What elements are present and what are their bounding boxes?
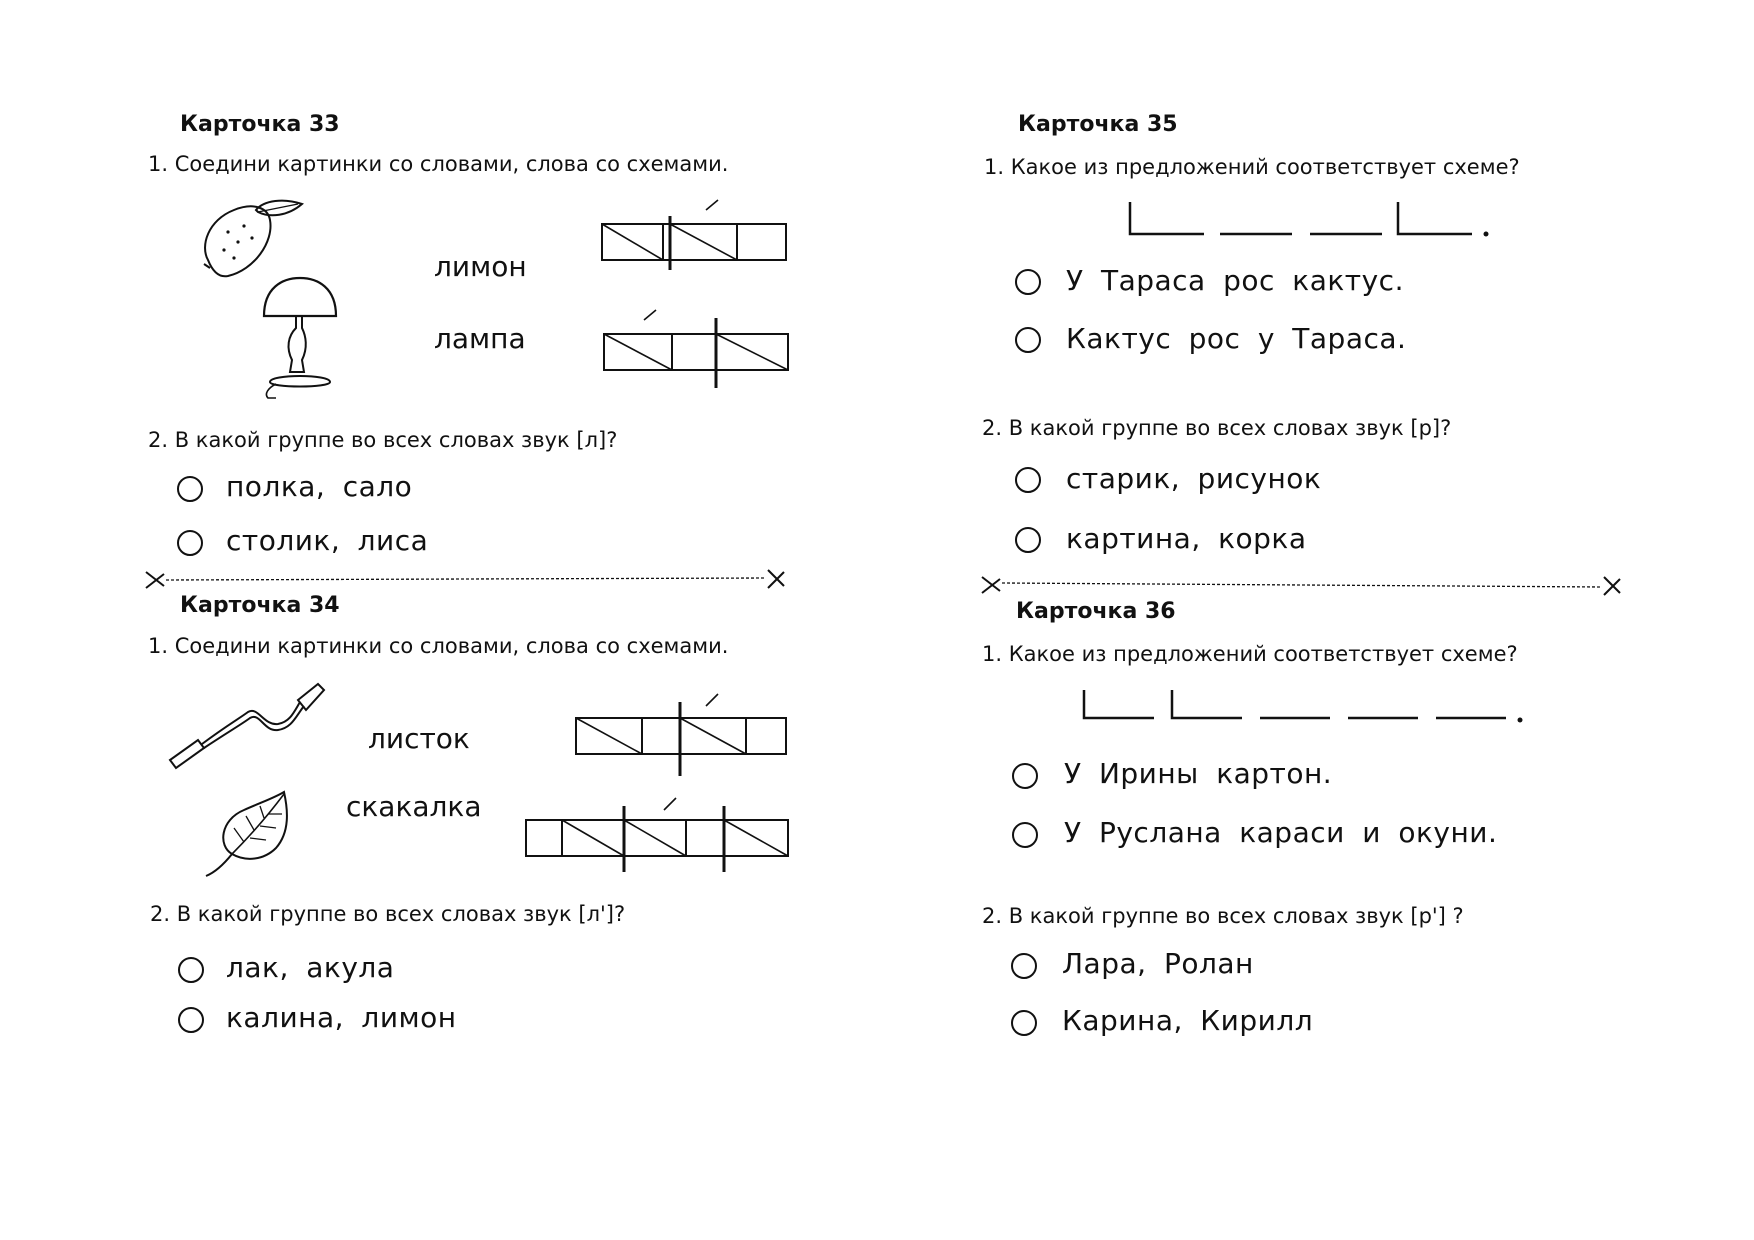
option-36-1: Лара, Ролан [1062, 947, 1254, 980]
option-35-2: картина, корка [1066, 522, 1307, 555]
radio-33-2[interactable] [177, 530, 203, 556]
scissors-icon [1604, 577, 1620, 595]
radio-36-s1[interactable] [1012, 763, 1038, 789]
card-34-task-1: 1. Соедини картинки со словами, слова со схемами. [148, 634, 729, 658]
card-33-task-2: 2. В какой группе во всех словах звук [л]? [148, 428, 618, 452]
sentence-scheme-35 [1128, 200, 1498, 240]
syllable-scheme-33b [602, 306, 792, 388]
leaf-icon [204, 790, 300, 882]
lemon-icon [198, 198, 308, 284]
sentence-36-1: У Ирины картон. [1064, 757, 1333, 790]
card-33-task-1: 1. Соедини картинки со словами, слова со схемами. [148, 152, 729, 176]
radio-36-1[interactable] [1011, 953, 1037, 979]
syllable-scheme-33a [600, 198, 790, 272]
card-35-task-1: 1. Какое из предложений соответствует схеме? [984, 155, 1520, 179]
jump-rope-icon [166, 682, 326, 772]
cut-line-left [144, 568, 790, 592]
radio-34-1[interactable] [178, 957, 204, 983]
radio-35-s1[interactable] [1015, 269, 1041, 295]
scissors-icon [146, 572, 164, 588]
card-36-task-2: 2. В какой группе во всех словах звук [р'] ? [982, 904, 1464, 928]
radio-35-s2[interactable] [1015, 327, 1041, 353]
radio-36-s2[interactable] [1012, 822, 1038, 848]
sentence-35-2: Кактус рос у Тараса. [1066, 322, 1407, 355]
radio-35-2[interactable] [1015, 527, 1041, 553]
scissors-icon [982, 577, 1000, 593]
cut-line-right [980, 573, 1626, 597]
card-36-task-1: 1. Какое из предложений соответствует схеме? [982, 642, 1518, 666]
radio-34-2[interactable] [178, 1007, 204, 1033]
card-34-task-2: 2. В какой группе во всех словах звук [л']? [150, 902, 626, 926]
syllable-scheme-34a [574, 690, 790, 778]
card-34-title: Карточка 34 [180, 593, 340, 618]
word-limon: лимон [434, 250, 527, 283]
radio-35-1[interactable] [1015, 467, 1041, 493]
word-listok: листок [368, 722, 470, 755]
card-36-title: Карточка 36 [1016, 599, 1176, 624]
scissors-icon [768, 570, 784, 588]
word-skakalka: скакалка [346, 790, 482, 823]
card-35-task-2: 2. В какой группе во всех словах звук [р]? [982, 416, 1452, 440]
sentence-36-2: У Руслана караси и окуни. [1064, 816, 1498, 849]
option-33-1: полка, сало [226, 470, 413, 503]
radio-36-2[interactable] [1011, 1010, 1037, 1036]
option-35-1: старик, рисунок [1066, 462, 1322, 495]
syllable-scheme-34b [524, 792, 792, 872]
option-34-2: калина, лимон [226, 1001, 457, 1034]
card-35-title: Карточка 35 [1018, 112, 1178, 137]
option-36-2: Карина, Кирилл [1062, 1004, 1314, 1037]
sentence-35-1: У Тараса рос кактус. [1066, 264, 1404, 297]
option-34-1: лак, акула [226, 951, 395, 984]
word-lampa: лампа [434, 322, 526, 355]
sentence-scheme-36 [1082, 688, 1528, 728]
option-33-2: столик, лиса [226, 524, 429, 557]
radio-33-1[interactable] [177, 476, 203, 502]
card-33-title: Карточка 33 [180, 112, 340, 137]
lamp-icon [256, 276, 346, 404]
